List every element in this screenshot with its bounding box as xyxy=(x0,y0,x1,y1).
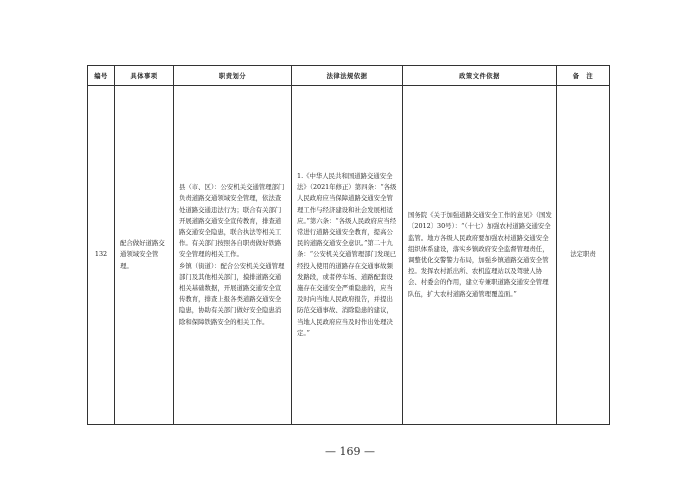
row-number: 132 xyxy=(88,86,115,425)
duty-table xyxy=(87,65,610,425)
table-row xyxy=(88,86,610,425)
header-duty-division: 职责划分 xyxy=(174,66,292,86)
header-number: 编号 xyxy=(88,66,115,86)
row-specific-matter xyxy=(115,86,174,425)
duty-county-text: 县（市、区）：公安机关交通管理部门负责道路交通领域安全管理，依法查处道路交通违法行为；联合有关部门开展道路交通安全宣传教育，排查道路交通安全隐患，联合执法等相关工作。有关部门按照各自职责做好铁路安全管理的相关工作。 xyxy=(179,183,285,259)
law-text: 1.《中华人民共和国道路交通安全法》（2021年修正）第四条：“各级人民政府应当保障道路交通安全管理工作与经济建设和社会发展相适应。”第六条：“各级人民政府应当经常进行道路交通安全教育，提高公民的道路交通安全意识。”第二十九条：“公安机关交通管理部门发现已经投入使用的道路存在交通事故频发路段，或者停车场、道路配套设施存在交通安全严重隐患的，应当及时向当地人民政府报告，并提出防范交通事故、消除隐患的建议，当地人民政府应当及时作出处理决定。” xyxy=(297,171,397,337)
page-number: — 169 — xyxy=(325,445,375,458)
duty-township-text: 乡镇（街道）：配合公安机关交通管理部门及其他相关部门，摸排道路交通相关基础数据，开展道路交通安全宣传教育，排查上报各类道路交通安全隐患，协助有关部门做好安全隐患消除和保障铁路安全的相关工作。 xyxy=(179,261,285,326)
header-legal-basis: 法律法规依据 xyxy=(292,66,403,86)
policy-text: 国务院《关于加强道路交通安全工作的意见》（国发〔2012〕30号）：“（十七）加强农村道路交通安全监管。地方各级人民政府要加强农村道路交通安全组织体系建设，落实乡镇政府安全监督管理责任，调整优化交警警力布局，加强乡镇道路交通安全管控。发挥农村派出所、农机监理站以及驾驶人协会、村委会的作用，建立专兼职道路交通安全管理队伍，扩大农村道路交通管理覆盖面。” xyxy=(408,211,552,298)
row-duty-division xyxy=(174,86,292,425)
header-policy-basis: 政策文件依据 xyxy=(403,66,557,86)
row-legal-basis xyxy=(292,86,403,425)
row-policy-basis xyxy=(403,86,557,425)
table-header-row xyxy=(88,66,610,86)
row-remarks: 法定职责 xyxy=(557,86,610,425)
matter-text: 配合做好道路交通领域安全管理。 xyxy=(120,239,165,270)
header-remarks: 备 注 xyxy=(557,66,610,86)
header-specific-matter: 具体事项 xyxy=(115,66,174,86)
